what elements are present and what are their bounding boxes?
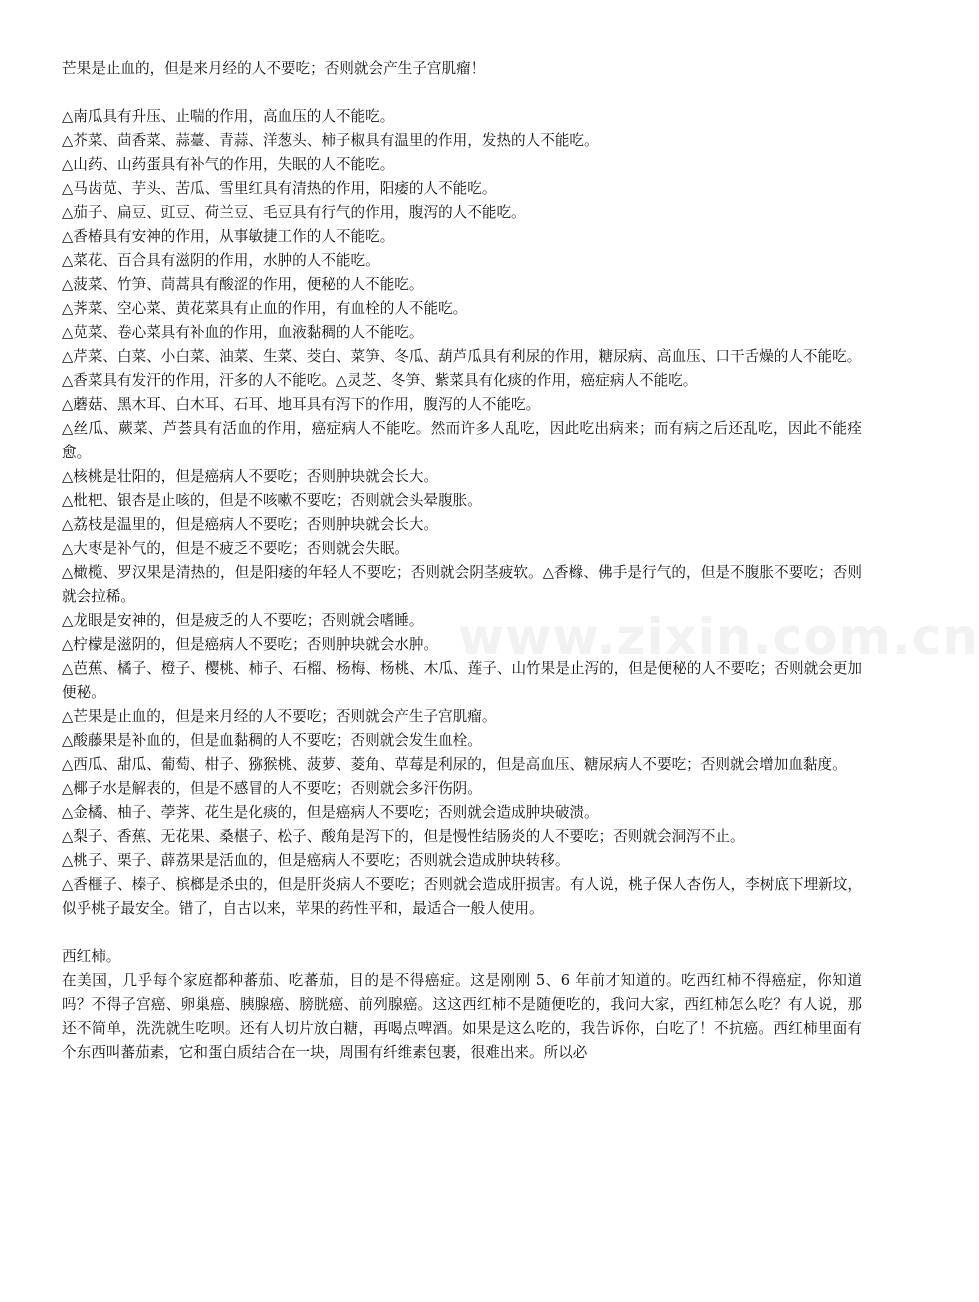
list-item: △芒果是止血的，但是来月经的人不要吃；否则就会产生子宫肌瘤。	[62, 708, 497, 725]
list-item: △丝瓜、蕨菜、芦荟具有活血的作用，癌症病人不能吃。然而许多人乱吃，因此吃出病来；而有病之后还乱吃，因此不能痊愈。	[62, 420, 862, 461]
list-item: △蘑菇、黑木耳、白木耳、石耳、地耳具有泻下的作用，腹泻的人不能吃。	[62, 396, 541, 413]
list-item: △荔枝是温里的，但是癌病人不要吃；否则肿块就会长大。	[62, 516, 439, 533]
blank-line	[62, 921, 862, 945]
list-item: △菜花、百合具有滋阴的作用，水肿的人不能吃。	[62, 252, 380, 269]
list-item: △山药、山药蛋具有补气的作用，失眠的人不能吃。	[62, 156, 395, 173]
list-item: △香菜具有发汗的作用，汗多的人不能吃。△灵芝、冬笋、紫菜具有化痰的作用，癌症病人不能吃。	[62, 372, 698, 389]
watermark: www.zixin.com.cn	[458, 608, 979, 666]
list-item: △大枣是补气的，但是不疲乏不要吃；否则就会失眠。	[62, 540, 409, 557]
document-page	[62, 57, 862, 1065]
list-item: △芥菜、茴香菜、蒜薹、青蒜、洋葱头、柿子椒具有温里的作用，发热的人不能吃。	[62, 132, 599, 149]
list-item: △枇杷、银杏是止咳的，但是不咳嗽不要吃；否则就会头晕腹胀。	[62, 492, 482, 509]
section-body: 在美国，几乎每个家庭都种蕃茄、吃蕃茄，目的是不得癌症。这是刚刚 5、6 年前才知道的。吃西红柿不得癌症，你知道吗？不得子宫癌、卵巢癌、胰腺癌、膀胱癌、前列腺癌。这这西红柿不是随便吃的，我问大家，西红柿怎么吃？有人说，那还不简单，洗洗就生吃呗。还有人切片放白糖，再喝点啤酒。如果是这么吃的，我告诉你，白吃了！不抗癌。西红柿里面有个东西叫蕃茄素，它和蛋白质结合在一块，周围有纤维素包裹，很难出来。所以必	[62, 972, 862, 1061]
list-item: △苋菜、卷心菜具有补血的作用，血液黏稠的人不能吃。	[62, 324, 424, 341]
list-item: △芹菜、白菜、小白菜、油菜、生菜、茭白、菜笋、冬瓜、葫芦瓜具有利尿的作用，糖尿病、高血压、口干舌燥的人不能吃。	[62, 348, 862, 365]
list-item: △香榧子、榛子、槟榔是杀虫的，但是肝炎病人不要吃；否则就会造成肝损害。有人说，桃子保人杏伤人，李树底下埋新坟，似乎桃子最安全。错了，自古以来，苹果的药性平和，最适合一般人使用。	[62, 876, 862, 917]
list-item: △香椿具有安神的作用，从事敏捷工作的人不能吃。	[62, 228, 395, 245]
list-item: △芭蕉、橘子、橙子、樱桃、柿子、石榴、杨梅、杨桃、木瓜、莲子、山竹果是止泻的，但是便秘的人不要吃；否则就会更加便秘。	[62, 660, 862, 701]
list-item: △菠菜、竹笋、茼蒿具有酸涩的作用，便秘的人不能吃。	[62, 276, 424, 293]
list-item: △椰子水是解表的，但是不感冒的人不要吃；否则就会多汗伤阴。	[62, 780, 482, 797]
list-item: △橄榄、罗汉果是清热的，但是阳痿的年轻人不要吃；否则就会阴茎疲软。△香橼、佛手是行气的，但是不腹胀不要吃；否则就会拉稀。	[62, 564, 862, 605]
list-item: △西瓜、甜瓜、葡萄、柑子、猕猴桃、菠萝、菱角、草莓是利尿的，但是高血压、糖尿病人不要吃；否则就会增加血黏度。	[62, 756, 847, 773]
list-item: △柠檬是滋阴的，但是癌病人不要吃；否则肿块就会水肿。	[62, 636, 439, 653]
list-item: △荠菜、空心菜、黄花菜具有止血的作用，有血栓的人不能吃。	[62, 300, 468, 317]
list-item: △桃子、栗子、薜荔果是活血的，但是癌病人不要吃；否则就会造成肿块转移。	[62, 852, 570, 869]
food-taboo-list	[62, 105, 862, 921]
list-item: △茄子、扁豆、豇豆、荷兰豆、毛豆具有行气的作用，腹泻的人不能吃。	[62, 204, 526, 221]
section-title: 西红柿。	[62, 948, 121, 965]
blank-line	[62, 81, 862, 105]
list-item: △马齿苋、芋头、苦瓜、雪里红具有清热的作用，阳痿的人不能吃。	[62, 180, 497, 197]
list-item: △金橘、柚子、荸荠、花生是化痰的，但是癌病人不要吃；否则就会造成肿块破溃。	[62, 804, 599, 821]
list-item: △酸藤果是补血的，但是血黏稠的人不要吃；否则就会发生血栓。	[62, 732, 482, 749]
list-item: △龙眼是安神的，但是疲乏的人不要吃；否则就会嗜睡。	[62, 612, 424, 629]
list-item: △梨子、香蕉、无花果、桑椹子、松子、酸角是泻下的，但是慢性结肠炎的人不要吃；否则就会洞泻不止。	[62, 828, 745, 845]
list-item: △南瓜具有升压、止喘的作用，高血压的人不能吃。	[62, 108, 395, 125]
intro-paragraph: 芒果是止血的，但是来月经的人不要吃；否则就会产生子宫肌瘤！	[62, 60, 486, 77]
list-item: △核桃是壮阳的，但是癌病人不要吃；否则肿块就会长大。	[62, 468, 439, 485]
